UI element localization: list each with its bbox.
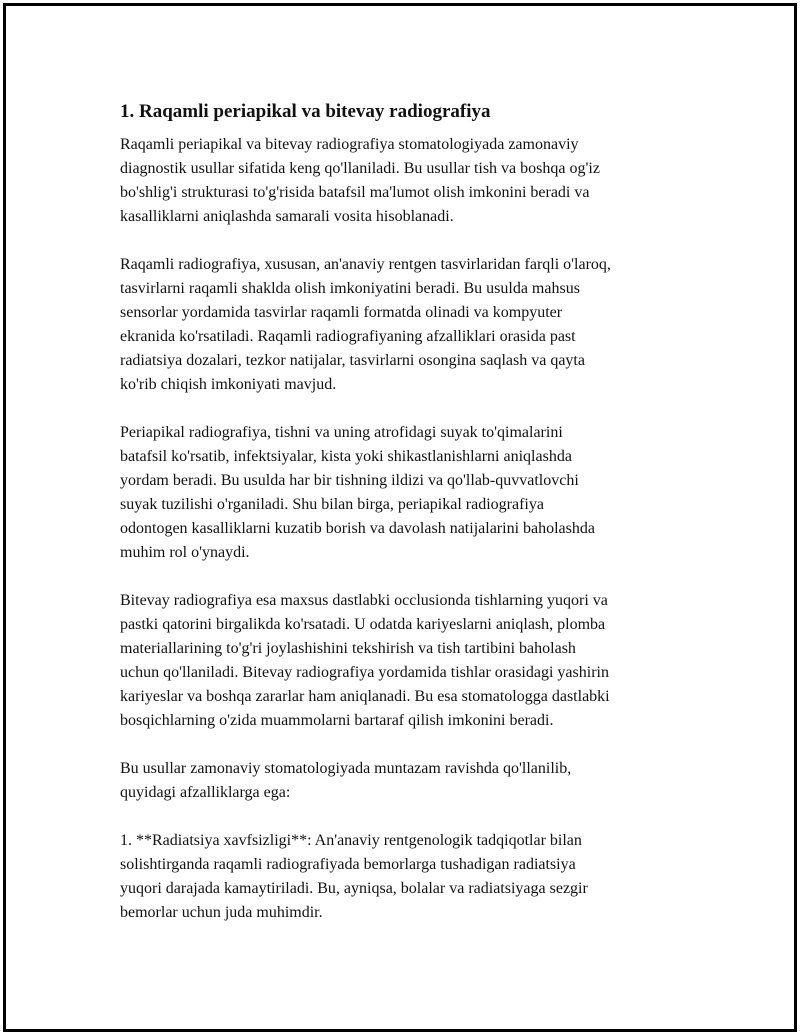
- paragraph-digital-radiography: [120, 253, 710, 397]
- text-line: ekranida ko'rsatiladi. Raqamli radiografiyaning afzalliklari orasida past: [120, 328, 576, 345]
- text-line: solishtirganda raqamli radiografiyada bemorlarga tushadigan radiatsiya: [120, 856, 576, 873]
- paragraph-advantages-intro: [120, 757, 710, 805]
- text-line: Periapikal radiografiya, tishni va uning atrofidagi suyak to'qimalarini: [120, 424, 563, 441]
- text-line: quyidagi afzalliklarga ega:: [120, 784, 291, 801]
- text-line: Bitevay radiografiya esa maxsus dastlabki occlusionda tishlarning yuqori va: [120, 592, 608, 609]
- text-line: suyak tuzilishi o'rganiladi. Shu bilan birga, periapikal radiografiya: [120, 496, 544, 513]
- text-line: Raqamli periapikal va bitevay radiografiya stomatologiyada zamonaviy: [120, 136, 579, 153]
- paragraph-periapical: [120, 421, 710, 565]
- text-line: diagnostik usullar sifatida keng qo'llaniladi. Bu usullar tish va boshqa og'iz: [120, 160, 600, 177]
- section-heading: 1. Raqamli periapikal va bitevay radiografiya: [120, 101, 491, 122]
- document-body: [120, 99, 710, 949]
- text-line: bemorlar uchun juda muhimdir.: [120, 904, 323, 921]
- text-line: uchun qo'llaniladi. Bitevay radiografiya yordamida tishlar orasidagi yashirin: [120, 664, 609, 681]
- text-line: yuqori darajada kamaytiriladi. Bu, ayniqsa, bolalar va radiatsiyaga sezgir: [120, 880, 588, 897]
- text-line: radiatsiya dozalari, tezkor natijalar, tasvirlarni osongina saqlash va qayta: [120, 352, 585, 369]
- text-line: sensorlar yordamida tasvirlar raqamli formatda olinadi va kompyuter: [120, 304, 563, 321]
- list-item-radiation-safety: [120, 829, 710, 925]
- text-line: muhim rol o'ynaydi.: [120, 544, 250, 561]
- text-line: Raqamli radiografiya, xususan, an'anaviy rentgen tasvirlaridan farqli o'laroq,: [120, 256, 611, 273]
- text-line: pastki qatorini birgalikda ko'rsatadi. U odatda kariyeslarni aniqlash, plomba: [120, 616, 606, 633]
- text-line: Bu usullar zamonaviy stomatologiyada muntazam ravishda qo'llanilib,: [120, 760, 572, 777]
- text-line: kasalliklarni aniqlashda samarali vosita hisoblanadi.: [120, 208, 454, 225]
- text-line: bosqichlarning o'zida muammolarni bartaraf qilish imkonini beradi.: [120, 712, 554, 729]
- page-frame: [3, 3, 797, 1032]
- text-line: batafsil ko'rsatib, infektsiyalar, kista yoki shikastlanishlarni aniqlashda: [120, 448, 572, 465]
- text-line: ko'rib chiqish imkoniyati mavjud.: [120, 376, 337, 393]
- text-line: tasvirlarni raqamli shaklda olish imkoniyatini beradi. Bu usulda mahsus: [120, 280, 580, 297]
- text-line: odontogen kasalliklarni kuzatib borish va davolash natijalarini baholashda: [120, 520, 595, 537]
- text-line: yordam beradi. Bu usulda har bir tishning ildizi va qo'llab-quvvatlovchi: [120, 472, 579, 489]
- paragraph-intro: [120, 133, 710, 229]
- text-line: 1. **Radiatsiya xavfsizligi**: An'anaviy rentgenologik tadqiqotlar bilan: [120, 832, 582, 849]
- text-line: kariyeslar va boshqa zararlar ham aniqlanadi. Bu esa stomatologga dastlabki: [120, 688, 610, 705]
- text-line: materiallarining to'g'ri joylashishini tekshirish va tish tartibini baholash: [120, 640, 576, 657]
- text-line: bo'shlig'i strukturasi to'g'risida batafsil ma'lumot olish imkonini beradi va: [120, 184, 590, 201]
- paragraph-bitewing: [120, 589, 710, 733]
